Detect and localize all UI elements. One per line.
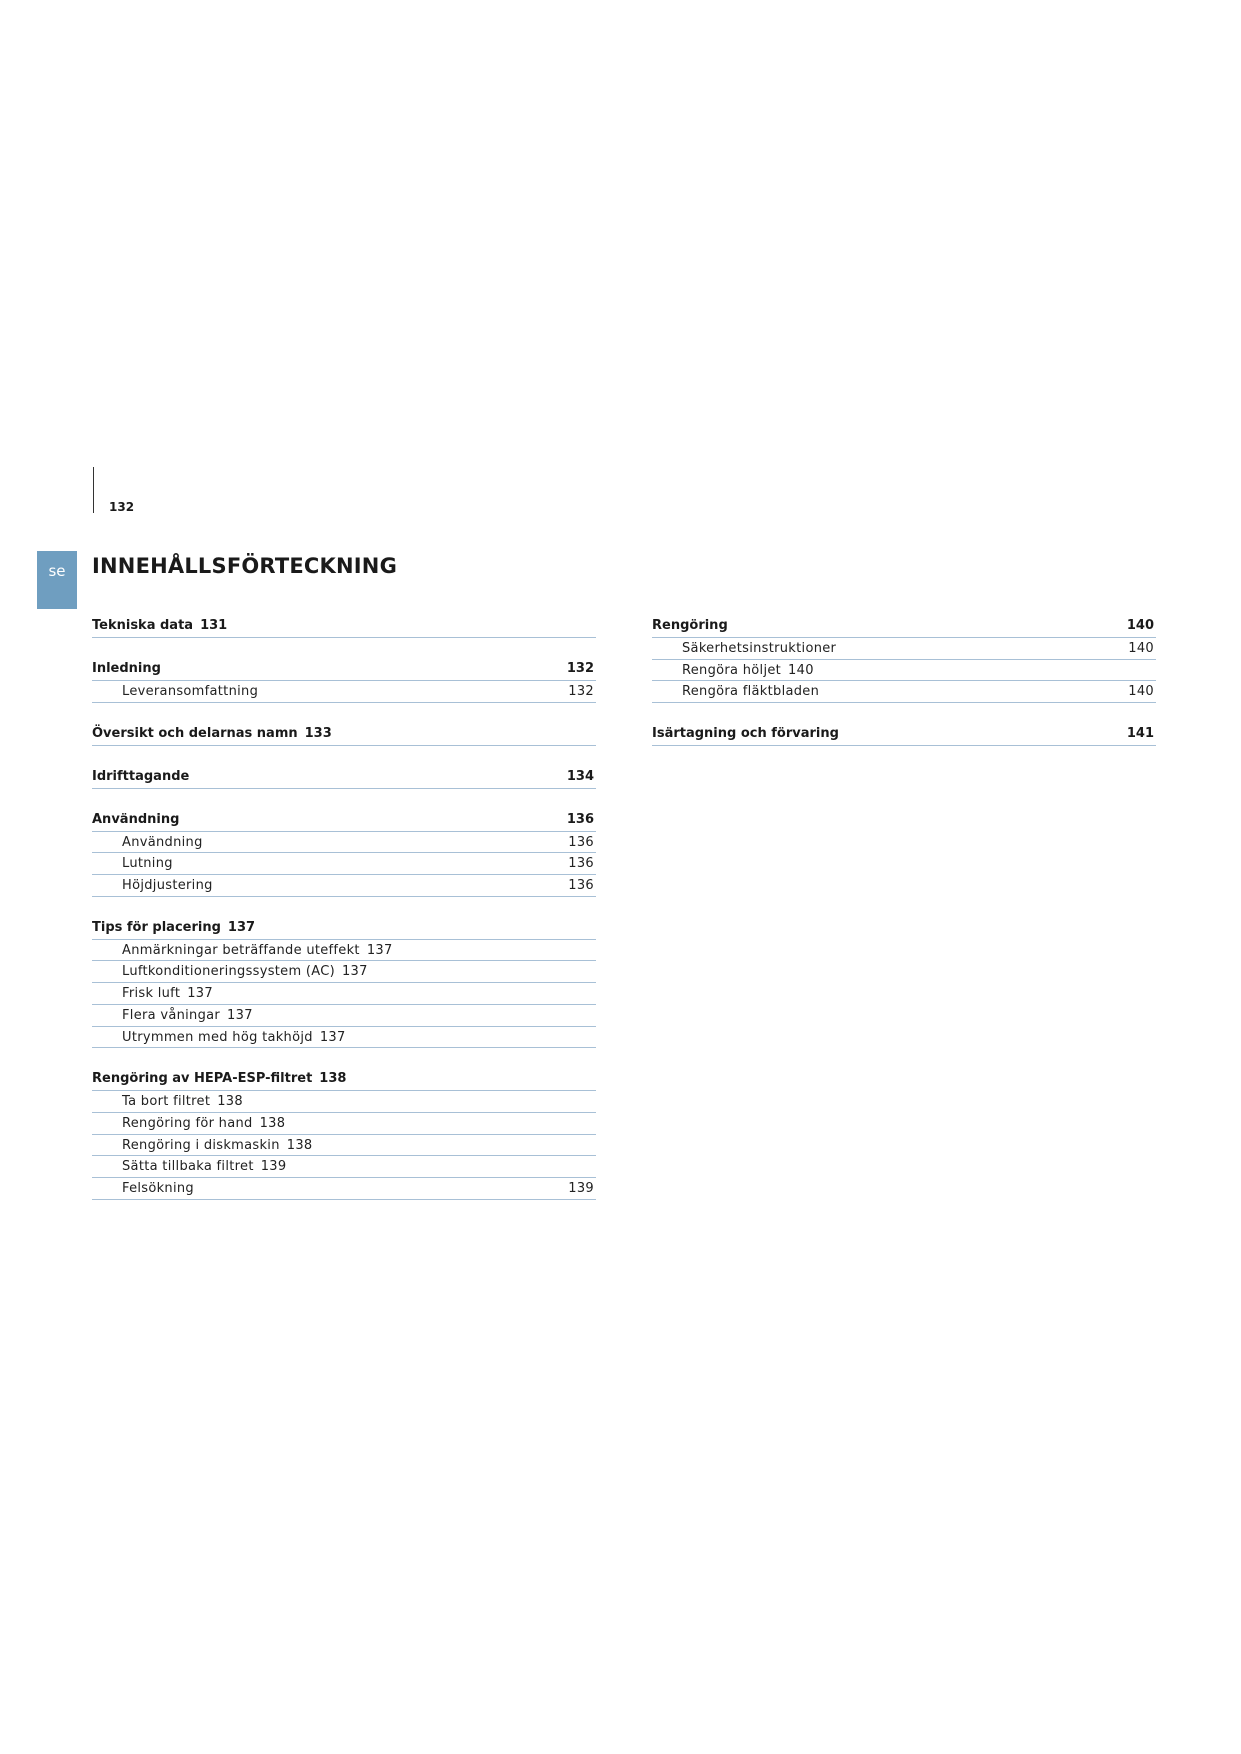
toc-page-number: 136 <box>568 834 594 850</box>
toc-section-heading[interactable] <box>92 722 596 746</box>
toc-page-number: 136 <box>568 878 594 894</box>
toc-section <box>92 722 596 746</box>
toc-page-number: 136 <box>568 856 594 872</box>
toc-page-number: 134 <box>566 768 594 784</box>
toc-section-heading[interactable] <box>92 614 596 638</box>
toc-section <box>92 808 596 897</box>
toc-entry[interactable] <box>92 1005 596 1027</box>
toc-entry-label: Frisk luft <box>122 986 181 1002</box>
toc-page-number: 137 <box>319 1029 346 1045</box>
toc-section-title: Översikt och delarnas namn <box>92 725 298 741</box>
toc-page-number: 140 <box>1126 618 1154 633</box>
toc-entry-label: Anmärkningar beträffande uteffekt <box>122 942 360 958</box>
toc-entry[interactable] <box>92 1156 596 1178</box>
toc-entry-label: Rengöra fläktbladen <box>682 684 820 700</box>
toc-entry-label: Lutning <box>122 856 173 872</box>
toc-entry-label: Rengöring i diskmaskin <box>122 1137 280 1153</box>
toc-entry[interactable] <box>652 638 1156 660</box>
toc-entry-label: Felsökning <box>122 1180 194 1196</box>
toc-entry-label: Användning <box>122 834 203 850</box>
toc-entry[interactable] <box>92 961 596 983</box>
toc-entry-label: Leveransomfattning <box>122 684 259 699</box>
toc-entry[interactable] <box>92 1135 596 1157</box>
toc-page-number: 140 <box>1128 641 1154 656</box>
toc-section-heading[interactable] <box>92 657 596 681</box>
toc-page-number: 138 <box>217 1094 243 1110</box>
toc-section-heading[interactable] <box>92 765 596 789</box>
toc-entry[interactable] <box>92 940 596 962</box>
toc-page-number: 140 <box>1128 684 1154 700</box>
toc-section-heading[interactable] <box>652 722 1156 746</box>
toc-page-number: 140 <box>788 662 814 678</box>
toc-section-title: Rengöring <box>652 618 728 633</box>
toc-page-number: 136 <box>566 811 594 827</box>
toc-entry[interactable] <box>92 1091 596 1113</box>
toc-page-number: 132 <box>568 684 594 699</box>
toc-section-heading[interactable] <box>92 1067 596 1091</box>
toc-entry-label: Utrymmen med hög takhöjd <box>122 1029 313 1045</box>
toc-page-number: 138 <box>259 1115 286 1131</box>
toc-page-number: 138 <box>286 1137 313 1153</box>
toc-entry-label: Höjdjustering <box>122 878 213 894</box>
toc-entry[interactable] <box>92 832 596 854</box>
page-number: 132 <box>109 500 135 514</box>
toc-section <box>92 614 596 638</box>
toc-page-number: 132 <box>566 661 594 676</box>
toc-entry-label: Rengöring för hand <box>122 1115 253 1131</box>
toc-left-column <box>92 614 596 1219</box>
toc-page-number: 138 <box>319 1071 347 1087</box>
page-rule <box>93 467 94 513</box>
toc-entry-label: Säkerhetsinstruktioner <box>682 641 837 656</box>
toc-section-title: Användning <box>92 811 180 827</box>
toc-page-number: 137 <box>366 942 393 958</box>
toc-page-number: 139 <box>260 1159 287 1175</box>
toc-page-number: 139 <box>568 1180 594 1196</box>
toc-section <box>92 657 596 703</box>
toc-page-number: 137 <box>227 1007 253 1023</box>
toc-entry[interactable] <box>92 681 596 703</box>
toc-entry-label: Ta bort filtret <box>122 1094 211 1110</box>
toc-entry[interactable] <box>92 875 596 897</box>
toc-section <box>92 765 596 789</box>
toc-section <box>92 916 596 1048</box>
toc-page-number: 131 <box>200 618 228 633</box>
toc-right-column <box>652 614 1156 765</box>
toc-section-title: Rengöring av HEPA-ESP-filtret <box>92 1071 313 1087</box>
toc-page-number: 137 <box>227 919 256 935</box>
page-title: INNEHÅLLSFÖRTECKNING <box>92 554 398 578</box>
toc-entry[interactable] <box>652 660 1156 682</box>
language-tab: se <box>37 551 77 609</box>
toc-entry[interactable] <box>92 853 596 875</box>
toc-section-title: Tekniska data <box>92 618 194 633</box>
toc-section <box>652 614 1156 703</box>
toc-entry-label: Luftkonditioneringssystem (AC) <box>122 964 335 980</box>
toc-page-number: 133 <box>304 725 332 741</box>
toc-section-title: Tips för placering <box>92 919 221 935</box>
toc-entry[interactable] <box>92 1178 596 1200</box>
toc-entry-label: Rengöra höljet <box>682 662 782 678</box>
toc-entry-label: Flera våningar <box>122 1007 221 1023</box>
toc-entry[interactable] <box>92 983 596 1005</box>
toc-entry-label: Sätta tillbaka filtret <box>122 1159 254 1175</box>
toc-entry[interactable] <box>92 1113 596 1135</box>
toc-page-number: 137 <box>187 986 213 1002</box>
toc-section-heading[interactable] <box>92 808 596 832</box>
toc-section <box>652 722 1156 746</box>
toc-entry[interactable] <box>652 681 1156 703</box>
toc-page-number: 141 <box>1126 726 1154 742</box>
toc-section-heading[interactable] <box>92 916 596 940</box>
toc-entry[interactable] <box>92 1027 596 1049</box>
toc-section-title: Idrifttagande <box>92 768 190 784</box>
toc-section-title: Inledning <box>92 661 161 676</box>
toc-section-heading[interactable] <box>652 614 1156 638</box>
toc-page-number: 137 <box>341 964 368 980</box>
toc-section <box>92 1067 596 1199</box>
toc-section-title: Isärtagning och förvaring <box>652 726 839 742</box>
